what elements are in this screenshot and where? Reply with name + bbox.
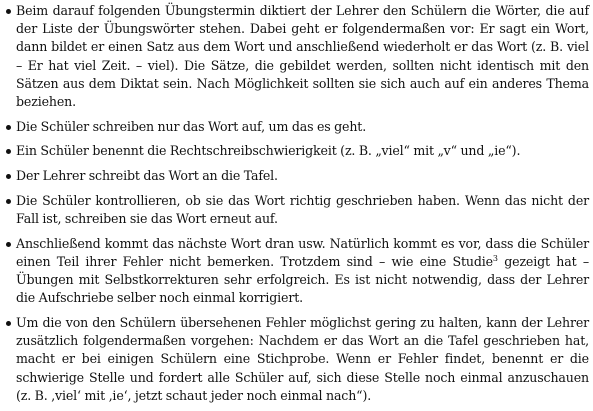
list-item-text: Der Lehrer schreibt das Wort an die Tafel. [16,168,278,184]
list-item-text: Die Schüler schreiben nur das Wort auf, um das es geht. [16,118,367,134]
list-item [6,235,589,308]
list-item [6,2,589,111]
bullet-icon [6,321,11,326]
list-item [6,314,589,405]
list-item [6,142,589,160]
bullet-icon [6,149,11,154]
bullet-icon [6,174,11,179]
list-item-text: Anschließend kommt das nächste Wort dran usw. Natürlich kommt es vor, dass die Schüler einen Teil ihrer Fehler nicht bemerken. Trotzdem sind – wie eine Studie [16,235,589,269]
list-item-text-continued: gezeigt hat – Übungen mit Selbstkorrekturen sehr erfolgreich. Es ist nicht notwendig, dass der Lehrer die Aufschriebe selber noch einmal korrigiert. [16,253,589,306]
list-item [6,118,589,136]
list-item-text: Die Schüler kontrollieren, ob sie das Wort richtig geschrieben haben. Wenn das nicht der Fall ist, schreiben sie das Wort erneut auf. [16,192,589,227]
bullet-icon [6,242,11,247]
list-item [6,167,589,185]
footnote-marker: 3 [492,253,498,263]
instruction-list [6,2,589,405]
list-item-text: Ein Schüler benennt die Rechtschreibschwierigkeit (z. B. „viel“ mit „v“ und „ie“). [16,143,521,159]
bullet-icon [6,9,11,14]
list-item-text: Um die von den Schülern übersehenen Fehler möglichst gering zu halten, kann der Lehrer zusätzlich folgendermaßen vorgehen: Nachdem er das Wort an die Tafel geschrieben hat, macht er bei einigen Schülern eine Stichprobe. Wenn er Fehler findet, benennt er die schwierige Stelle und fordert alle Schüler auf, sich diese Stelle noch einmal anzuschauen (z. B. ‚viel‘ mit ‚ie‘, jetzt schaut jeder noch einmal nach“). [16,315,589,403]
bullet-icon [6,125,11,130]
list-item-text: Beim darauf folgenden Übungstermin diktiert der Lehrer den Schülern die Wörter, die auf der Liste der Übungswörter stehen. Dabei geht er folgendermaßen vor: Er sagt ein Wort, dann bildet er einen Satz aus dem Wort und anschließend wiederholt er das Wort (z. B. viel – Er hat viel Zeit. – viel). Die Sätze, die gebildet werden, sollten nicht identisch mit den Sätzen aus dem Diktat sein. Nach Möglichkeit sollten sie sich auch auf ein anderes Thema beziehen. [16,3,589,110]
list-item [6,192,589,228]
bullet-icon [6,199,11,204]
